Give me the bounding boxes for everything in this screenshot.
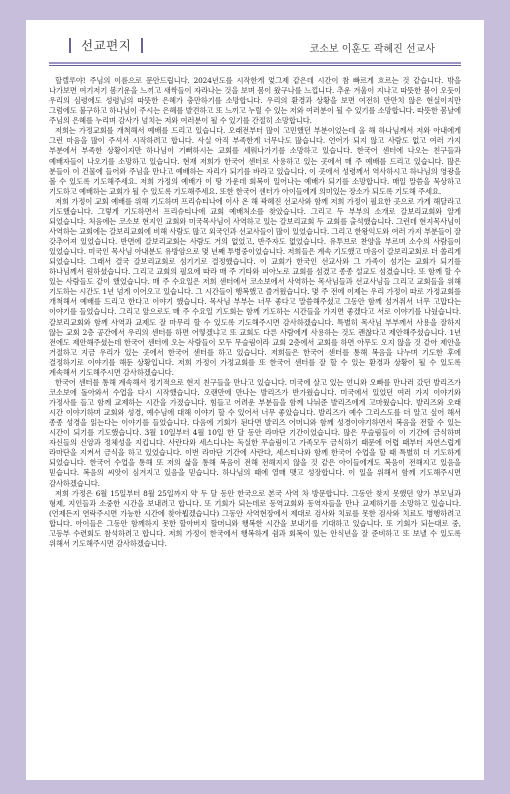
letter-body xyxy=(49,76,461,549)
paragraph: 저희 가정이 교회 예배를 위해 기도하며 프리슈티나에 이사 온 해 곽혜진 선교사와 함께 저희 가정이 필요한 곳으로 가게 해달라고 기도했습니다. 그렇게 기도하면서 프리슈티나에 교회 예배처소를 찾았습니다. 그리고 두 부부의 소개로 갈보리교회와 알게 되었습니다. 처음에는 코소보 현지인 교회와 미국목사님이 사역하고 있는 갈보리교회 두 교회를 출석했습니다. 그런데 현지목사님이 사역하는 교회에는 갈보리교회에 비해 사람도 많고 외국인과 선교사들이 많이 있었습니다. 그리고 한왕익도와 여러 가지 부분들이 잘 갖추어져 있었습니다. 반면에 갈보리교회는 사람도 거의 없었고, 반주자도 없었습니다. 유투브로 찬양을 부르며 소수의 사람들이 있었습니다. 미국인 목사님 아내분도 유방암으로 몇 년째 투병중이었습니다. 저희들은 계속 기도했고 마음이 갈보리교회로 더 쏠리게 되었습니다. 그래서 결국 갈보리교회로 섬기기로 결정했습니다. 이 교회가 한국인 선교사와 그 가족이 섬기는 교회가 되기를 하나님께서 원하셨습니다. 그리고 교회의 필요에 따라 매 주 기타와 피아노로 교회를 섬겼고 종종 설교도 섬겼습니다. 또 함께 할 수 있는 사람들도 같이 했었습니다. 매 주 수요일은 저희 센터에서 코소보에서 사역하는 목사님들과 선교사님들 그리고 교회들을 위해 기도하는 시간도 1년 넘게 이어오고 있습니다. 그 시간들이 행복했고 즐거웠습니다. 몇 주 전에 이제는 우리 가정이 따로 가정교회를 개척해서 예배를 드리고 한다고 이야기 했습니다. 목사님 부부는 너무 좋다고 말씀해주셨고 그동안 함께 섬겨줘서 너무 고맙다는 이야기를 들었습니다. 그리고 앞으로도 매 주 수요일 기도회는 함께 기도하는 시간들을 가지면 좋겠다고 서로 이야기를 나눴습니다. 갈보리교회와 함께 사역과 교제도 잘 마무리 할 수 있도록 기도해주시면 감사하겠습니다. 특별히 목사님 부부께서 사용을 잘하지 않는 교회 2층 공간에서 우리의 센터를 하면 어떻겠냐고 또 교회도 다른 사람에게 사용하는 것도 괜찮다고 제안해주셨습니다. 1년 전에도 제안해주셨는데 한국어 센터에 오는 사람들이 모두 무슬림이라 교회 2층에서 교회를 하면 아무도 오지 않을 것 같아 제안을 거절하고 지금 우리가 있는 곳에서 한국어 센터를 하고 있습니다. 저희들은 한국어 센터를 통해 복음을 나누며 기도한 후에 결정하기로 이야기를 해둔 상황입니다. 저희 가정이 가정교회를 또 한국어 센터를 잘 할 수 있는 환경과 상황이 될 수 있도록 계속해서 기도해주시면 감사하겠습니다. xyxy=(49,196,461,377)
paragraph: 저희 가정은 6월 15일부터 8월 25일까지 약 두 달 동안 한국으로 본국 사역 차 방문합니다. 그동안 찾지 못했던 양가 부모님과 형제, 지인들과 소중한 시간을 보내려고 합니다. 또 기회가 되는데로 동역교회와 동역자들을 만나 교제하기를 소망하고 있습니다. (언제든지 연락주시면 가능한 시간에 찾아뵙겠습니다) 그동안 사역현장에서 제대로 검사와 치료를 못한 검사와 치료도 병행하려고 합니다. 아이들은 그동안 함께하지 못한 할아버지 할머니와 행복한 시간을 보내기를 기대하고 있습니다. 또 기회가 되는대로 중,고등부 수련회도 참석하려고 합니다. 저희 가정이 한국에서 행복하게 쉼과 회복이 있는 안식년을 잘 준비하고 또 보낼 수 있도록 위해서 기도해주시면 감사하겠습니다. xyxy=(49,488,461,548)
page-title: 선교편지 xyxy=(81,38,132,53)
title-bar-left xyxy=(69,38,71,53)
author-byline: 코소보 이훈도 곽혜진 선교사 xyxy=(309,44,435,55)
title-bar-right xyxy=(141,38,143,53)
letter-page xyxy=(26,20,484,780)
header-rule xyxy=(49,62,461,64)
header-rule-thin xyxy=(49,65,461,66)
paragraph: 할렐루야! 주님의 이름으로 문안드립니다. 2024년도를 시작한게 엊그제 같은데 시간이 참 빠르게 흐르는 것 같습니다. 밖을 나가보면 여기저기 봄기운을 느끼고 새싹들이 자라나는 것을 보며 봄이 왔구나를 느낍니다. 추운 겨울이 지나고 따뜻한 봄이 오듯이 우리의 심령에도 성령님의 따뜻한 은혜가 충만하기를 소망합니다. 우리의 환경과 상황을 보면 여전히 만만치 않은 현실이지만 그럼에도 불구하고 하나님이 주시는 은혜를 발견하고 또 느끼고 누릴 수 있는 저와 여러분이 될 수 있기를 소망합니다. 따뜻한 봄날에 주님의 은혜를 누리며 감사가 넘치는 저와 여러분이 될 수 있기를 간절히 소망합니다. xyxy=(49,76,461,126)
letter-header xyxy=(49,32,461,64)
paragraph: 한국어 센터를 통해 계속해서 정기적으로 현지 친구들을 만나고 있습니다. 미국에 살고 있는 언니와 오빠를 만나러 갔던 발리즈가 코소보에 돌아와서 수업을 다시 시작했습니다. 오랜만에 만나는 발리즈가 반가웠습니다. 미국에서 있었던 여러 가지 이야기와 가정사를 들고 함께 교제하는 시간을 가졌습니다. 힘들고 어려운 부분들을 함께 나눠준 발리즈에게 고마웠습니다. 발리즈와 오래 시간 이야기하며 교회와 성경, 예수님에 대해 이야기 할 수 있어서 너무 좋았습니다. 발리즈가 예수 그리스도를 더 알고 싶어 해서 종종 성경을 읽는다는 이야기를 들었습니다. 다음에 기회가 된다면 발리즈 어머니와 함께 성경이야기하면서 복음을 전할 수 있는 시간이 되기를 기도했습니다. 3월 10일부터 4월 10일 한 달 동안 라마단 기간이었습니다. 많은 무슬림들이 이 기간에 금식하며 자신들의 신앙과 정체성을 지킵니다. 사란다와 세스디나는 독실한 무슬림이고 가족모두 금식하기 때문에 어렵 때부터 자연스럽게 라마단을 지켜서 금식을 하고 있었습니다. 이번 라마단 기간에 사란다, 세스티나와 함께 한국어 수업을 할 때 특별히 더 기도하게 되었습니다. 한국어 수업을 통해 또 저의 삶을 통해 복음이 전해 전해지지 않을 것 같은 아이들에게도 복음이 전해지고 있음을 믿습니다. 복음의 씨앗이 심겨지고 있음을 믿습니다. 하나님의 때에 열매 맺고 성장합니다. 이 일을 위해서 함께 기도해주시면 감사하겠습니다. xyxy=(49,377,461,488)
paragraph: 저희는 가정교회를 개척해서 예배를 드리고 있습니다. 오래전부터 많이 고민했던 부분이었는데 올 해 하나님께서 저와 아내에게 그런 마음을 많이 주셔서 시작하려고 합니다. 사실 아직 부족한게 너무나도 많습니다. 언어가 되지 않고 사람도 없고 여러 가지 부분에서 부족한 상황이지만 하나님이 기뻐하시는 교회를 세워나가기를 소망하고 있습니다. 한국어 센터에 나오는 친구들과 예배자들이 나오기를 소망하고 있습니다. 현재 저희가 한국어 센터로 사용하고 있는 곳에서 매 주 예배를 드리고 있습니다. 많은 분들이 이 건물에 들어와 주님을 만나고 예배하는 자리가 되기를 바라고 있습니다. 이 곳에서 성령께서 역사하시고 하나님의 영광을 볼 수 있도록 기도해주세요. 저희 가정의 예배가 이 땅 가운데 회복이 일어나는 예배가 되기를 소망합니다. 매일 말씀을 묵상하고 기도하고 예배하는 교회가 될 수 있도록 기도해주세요. 또한 한국어 센터가 아이들에게 의미있는 장소가 되도록 기도해 주세요. xyxy=(49,126,461,196)
header-title-block xyxy=(69,36,143,54)
